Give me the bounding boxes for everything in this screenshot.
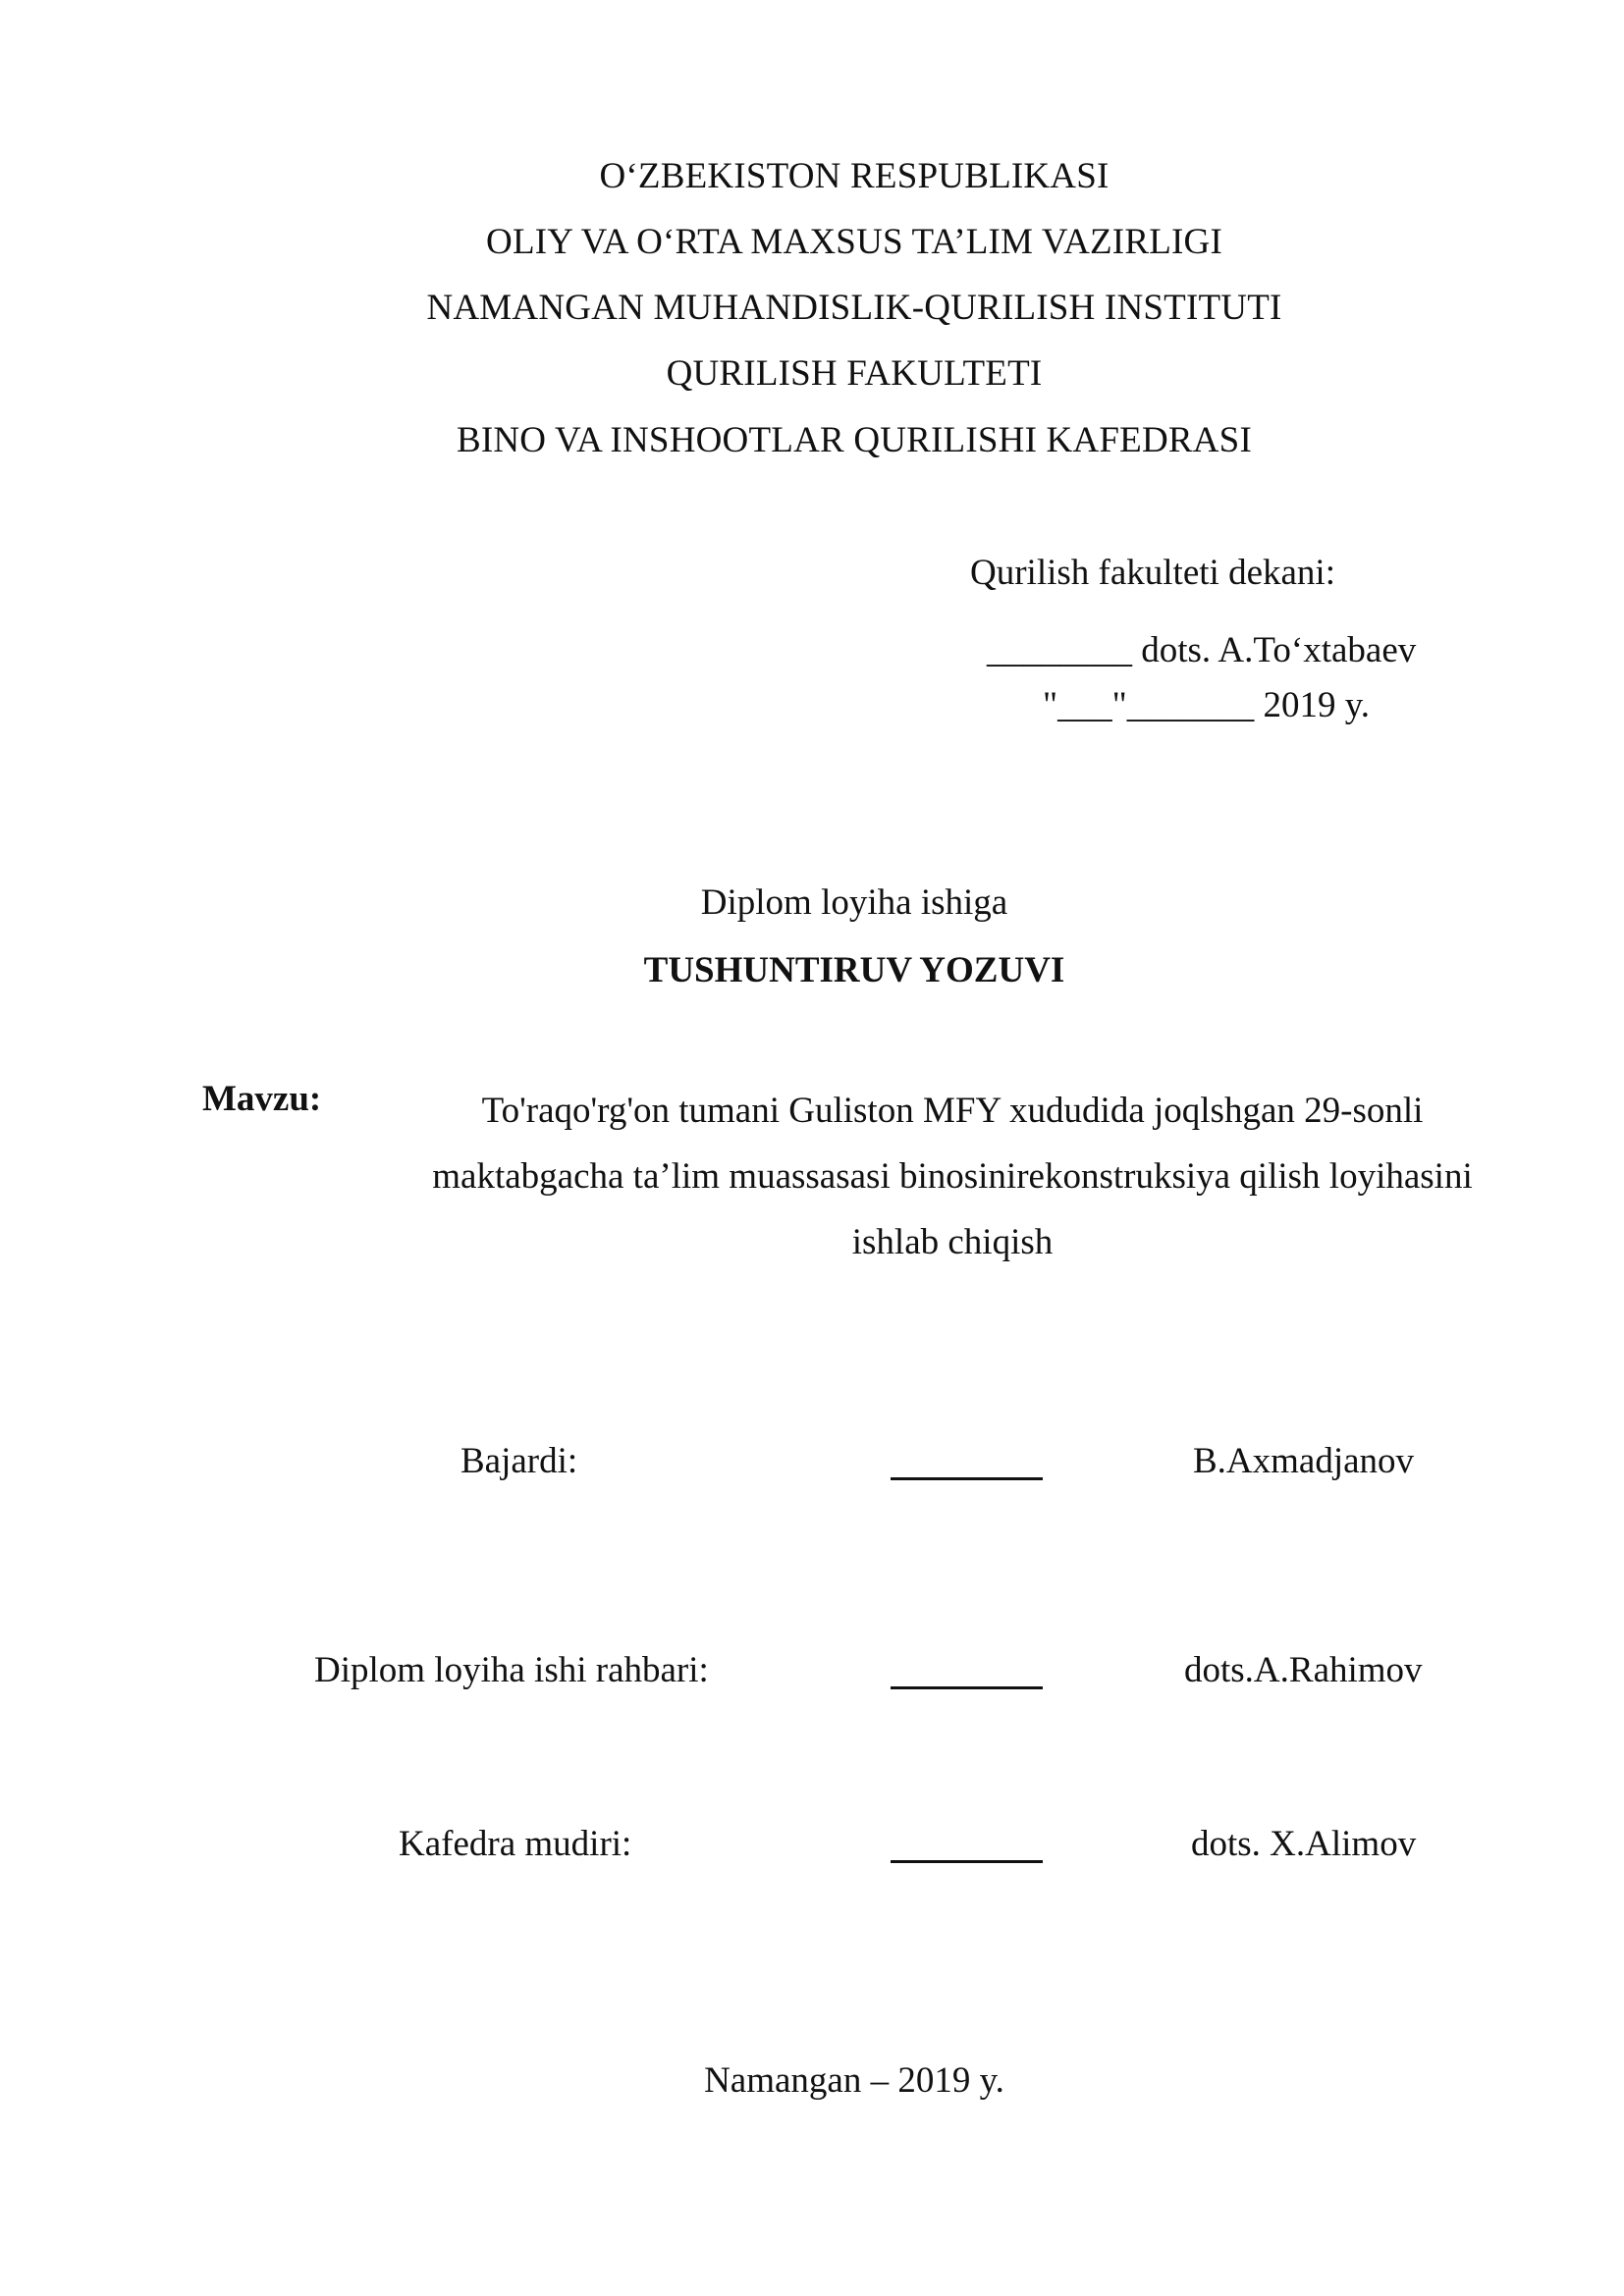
- signature-line: [891, 1477, 1043, 1480]
- topic-line: maktabgacha ta’lim muassasasi binosinirekonstruksiya qilish loyihasini: [432, 1156, 1473, 1197]
- signature-role: Kafedra mudiri:: [399, 1824, 632, 1864]
- header-line-department: BINO VA INSHOOTLAR QURILISHI KAFEDRASI: [456, 420, 1252, 460]
- signature-name: B.Axmadjanov: [1193, 1441, 1415, 1481]
- header-line-institute: NAMANGAN MUHANDISLIK-QURILISH INSTITUTI: [426, 288, 1282, 328]
- topic-text: [393, 1078, 1512, 1275]
- topic-line: ishlab chiqish: [851, 1222, 1054, 1262]
- signature-row-head-of-department: [0, 1823, 1624, 1872]
- signature-row-performer: [0, 1440, 1624, 1489]
- header-line-republic: O‘ZBEKISTON RESPUBLIKASI: [599, 156, 1110, 196]
- document-title: TUSHUNTIRUV YOZUVI: [643, 950, 1065, 990]
- signature-line: [891, 1860, 1043, 1863]
- document-subtitle: Diplom loyiha ishiga: [700, 882, 1008, 923]
- approval-title: Qurilish fakulteti dekani:: [970, 553, 1335, 593]
- approval-signature: ________ dots. A.To‘xtabaev: [987, 630, 1417, 670]
- signature-role: Bajardi:: [460, 1441, 578, 1481]
- signature-name: dots. X.Alimov: [1191, 1824, 1417, 1864]
- approval-date: "___"_______ 2019 y.: [1043, 685, 1371, 725]
- topic-label: Mavzu:: [202, 1079, 322, 1119]
- topic-line: To'raqo'rg'on tumani Guliston MFY xududida joqlshgan 29-sonli: [481, 1091, 1424, 1131]
- footer-place-year: Namangan – 2019 y.: [704, 2060, 1004, 2101]
- header-line-faculty: QURILISH FAKULTETI: [666, 353, 1043, 394]
- signature-name: dots.A.Rahimov: [1184, 1650, 1423, 1690]
- signature-line: [891, 1686, 1043, 1689]
- signature-row-supervisor: [0, 1649, 1624, 1698]
- signature-role: Diplom loyiha ishi rahbari:: [314, 1650, 709, 1690]
- header-line-ministry: OLIY VA O‘RTA MAXSUS TA’LIM VAZIRLIGI: [486, 222, 1222, 262]
